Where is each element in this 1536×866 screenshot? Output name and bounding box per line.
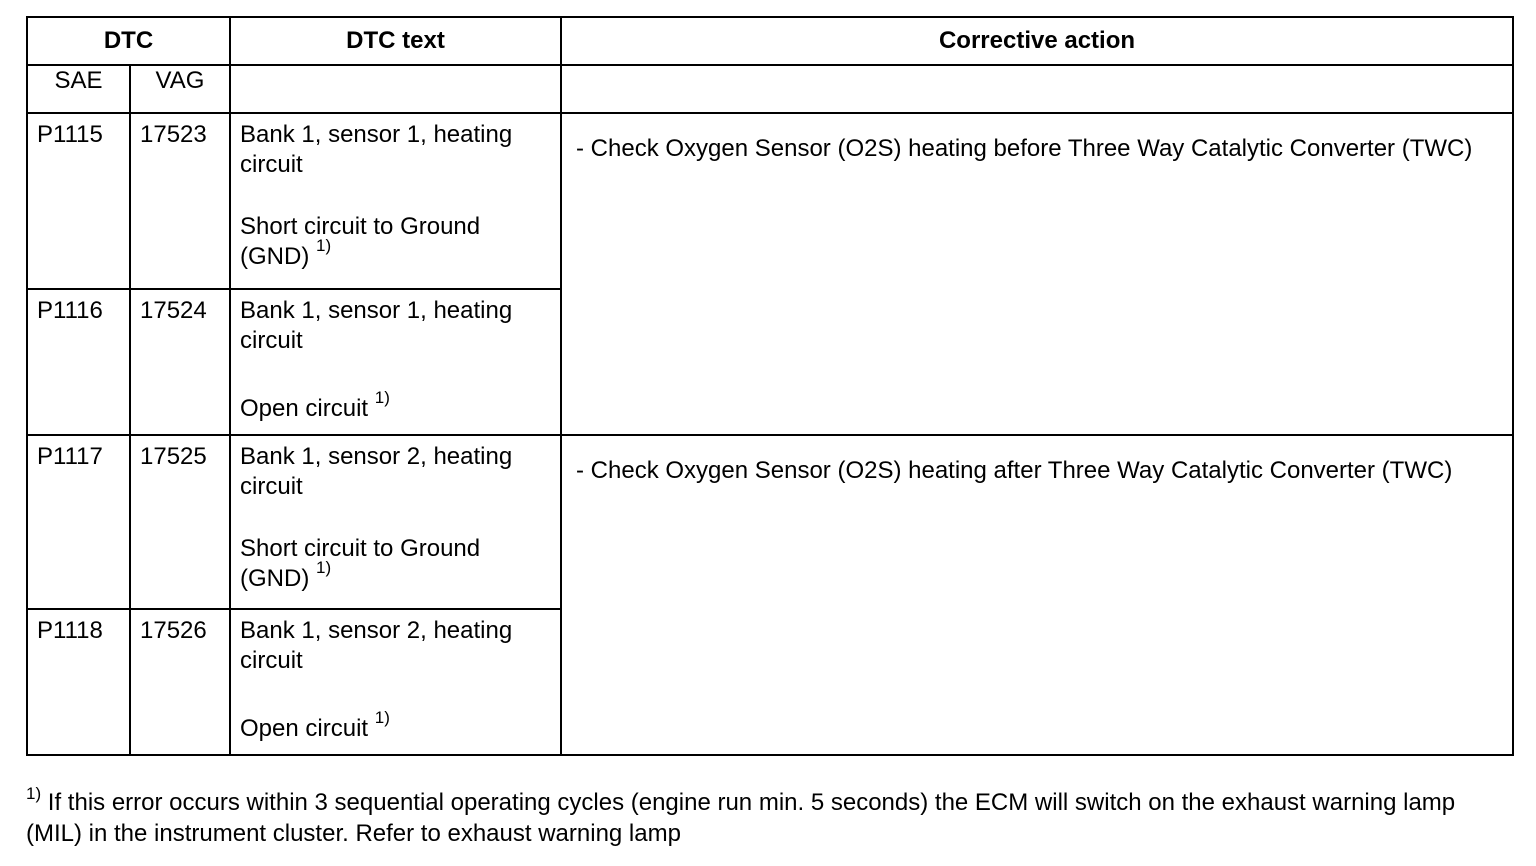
dtc-detail: Short circuit to Ground (GND) (240, 213, 481, 270)
subheader-empty-action (561, 65, 1513, 113)
corrective-action-cell: - Check Oxygen Sensor (O2S) heating after Three Way Catalytic Converter (TWC) (561, 435, 1513, 755)
subheader-sae: SAE (27, 65, 130, 113)
table-row (27, 435, 1513, 609)
dtc-text: Bank 1, sensor 2, heating circuit (240, 443, 513, 500)
subheader-row (27, 65, 1513, 113)
footnote-marker: 1) (26, 784, 42, 803)
footnote-text: If this error occurs within 3 sequential operating cycles (engine run min. 5 seconds) the ECM will switch on the exhaust warning lamp (MIL) in the instrument cluster. Refer to exhaust warning lamp (26, 789, 1456, 847)
sae-code: P1115 (27, 113, 130, 289)
vag-code: 17523 (130, 113, 230, 289)
header-dtc: DTC (27, 17, 230, 65)
corrective-action-cell: - Check Oxygen Sensor (O2S) heating before Three Way Catalytic Converter (TWC) (561, 113, 1513, 435)
header-dtc-text: DTC text (230, 17, 561, 65)
sae-code: P1116 (27, 289, 130, 435)
dtc-text-cell (230, 113, 561, 289)
footnote-ref: 1) (316, 236, 332, 255)
subheader-vag: VAG (130, 65, 230, 113)
dtc-text-cell (230, 289, 561, 435)
dtc-text: Bank 1, sensor 1, heating circuit (240, 297, 513, 354)
vag-code: 17525 (130, 435, 230, 609)
dtc-detail: Open circuit (240, 715, 369, 742)
table-row (27, 113, 1513, 289)
dtc-text: Bank 1, sensor 2, heating circuit (240, 617, 513, 674)
dtc-text-cell (230, 609, 561, 755)
footnote-ref: 1) (316, 558, 332, 577)
header-corrective-action: Corrective action (561, 17, 1513, 65)
dtc-table (26, 16, 1514, 756)
dtc-text: Bank 1, sensor 1, heating circuit (240, 121, 513, 178)
dtc-detail-line (240, 388, 552, 424)
sae-code: P1117 (27, 435, 130, 609)
dtc-text-cell (230, 435, 561, 609)
vag-code: 17524 (130, 289, 230, 435)
sae-code: P1118 (27, 609, 130, 755)
header-row (27, 17, 1513, 65)
footnote-ref: 1) (374, 708, 390, 727)
dtc-detail-line (240, 534, 552, 594)
dtc-detail: Short circuit to Ground (GND) (240, 535, 481, 592)
footnote-ref: 1) (374, 388, 390, 407)
vag-code: 17526 (130, 609, 230, 755)
dtc-detail-line (240, 708, 552, 744)
subheader-empty-text (230, 65, 561, 113)
dtc-detail-line (240, 212, 552, 272)
footnote (26, 784, 1496, 849)
dtc-detail: Open circuit (240, 395, 369, 422)
